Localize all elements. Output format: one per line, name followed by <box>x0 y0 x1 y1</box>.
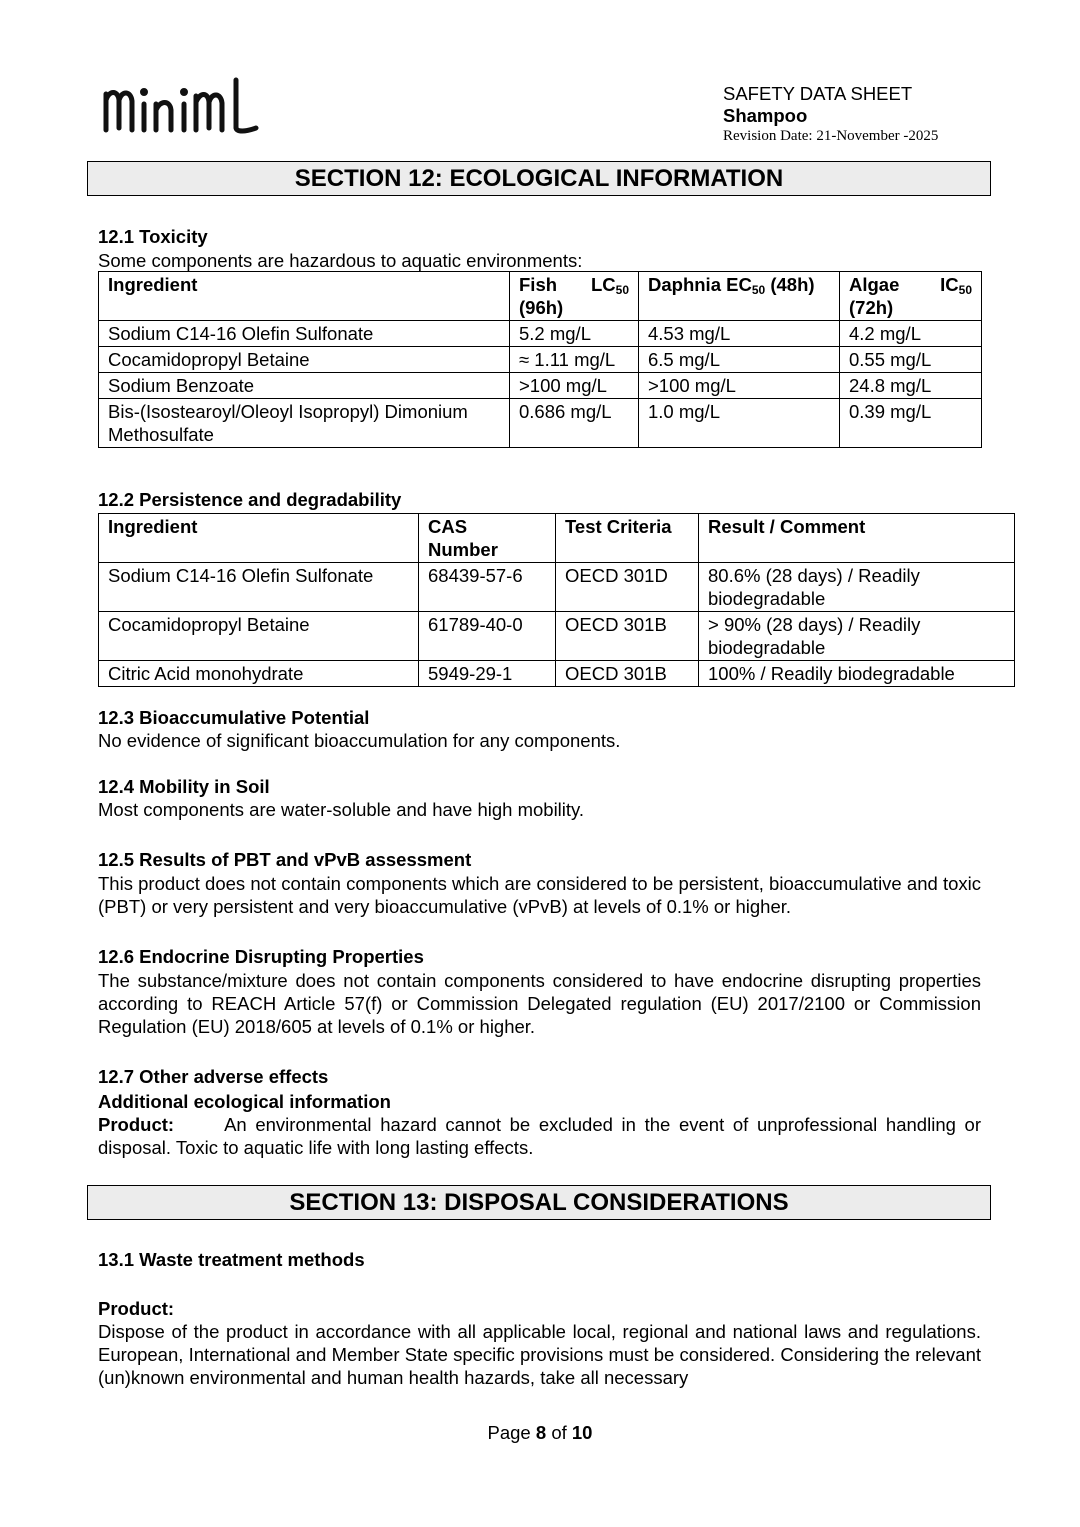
page-total: 10 <box>571 1422 593 1443</box>
doc-type: SAFETY DATA SHEET <box>723 83 913 104</box>
col-result: Result / Comment <box>699 514 1015 563</box>
algae-cell: 0.55 mg/L <box>840 347 982 373</box>
of-word: of <box>551 1422 567 1443</box>
ingredient-cell: Sodium C14-16 Olefin Sulfonate <box>99 321 510 347</box>
miniml-logo <box>100 70 280 150</box>
table-row <box>99 612 1015 661</box>
col-cas <box>419 514 556 563</box>
cas-cell: 68439-57-6 <box>419 563 556 612</box>
result-line-1: 80.6% (28 days) / Readily <box>708 565 920 586</box>
pbt-heading: 12.5 Results of PBT and vPvB assessment <box>98 849 472 870</box>
page-number: 8 <box>535 1422 547 1443</box>
ingredient-cell: Citric Acid monohydrate <box>99 661 419 687</box>
toxicity-intro: Some components are hazardous to aquatic environments: <box>98 250 583 271</box>
section-13-title: SECTION 13: DISPOSAL CONSIDERATIONS <box>87 1185 991 1220</box>
cas-label-2: Number <box>428 539 498 560</box>
fish-cell: 0.686 mg/L <box>510 399 639 448</box>
waste-treatment-heading: 13.1 Waste treatment methods <box>98 1249 365 1270</box>
persistence-heading: 12.2 Persistence and degradability <box>98 489 402 510</box>
table-row <box>99 373 982 399</box>
table-row <box>99 321 982 347</box>
fish-duration: (96h) <box>519 297 564 318</box>
ingredient-cell: Cocamidopropyl Betaine <box>99 347 510 373</box>
algae-cell: 24.8 mg/L <box>840 373 982 399</box>
col-ingredient: Ingredient <box>99 272 510 321</box>
product-label: Product: <box>98 1114 175 1135</box>
disposal-text: Dispose of the product in accordance with all applicable local, regional and national laws and regulations. European, International and Member State specific provisions must be considered. Considering the relevant (un)known environmental and human health hazards, take all necessary <box>98 1321 981 1388</box>
criteria-cell: OECD 301B <box>556 612 699 661</box>
result-cell <box>699 563 1015 612</box>
persistence-table <box>98 513 1015 687</box>
fish-sub: 50 <box>615 283 629 297</box>
daphnia-cell: 4.53 mg/L <box>639 321 840 347</box>
product-name: Shampoo <box>723 105 808 126</box>
result-line-2: biodegradable <box>708 637 826 658</box>
additional-info-heading: Additional ecological information <box>98 1091 391 1112</box>
endocrine-text: The substance/mixture does not contain components considered to have endocrine disrupting properties according to REACH Article 57(f) or Commission Delegated regulation (EU) 2017/2100 or Commission Regulation (EU) 2018/605 at levels of 0.1% or higher. <box>98 970 981 1037</box>
col-algae <box>840 272 982 321</box>
fish-cell: ≈ 1.11 mg/L <box>510 347 639 373</box>
algae-cell: 4.2 mg/L <box>840 321 982 347</box>
ingredient-cell: Cocamidopropyl Betaine <box>99 612 419 661</box>
other-effects-text: An environmental hazard cannot be excluded in the event of unprofessional handling or disposal. Toxic to aquatic life with long lasting effects. <box>98 1114 981 1158</box>
toxicity-table <box>98 271 982 448</box>
algae-duration: (72h) <box>849 297 894 318</box>
section-12-title: SECTION 12: ECOLOGICAL INFORMATION <box>87 161 991 196</box>
algae-sub: 50 <box>958 283 972 297</box>
result-cell <box>699 612 1015 661</box>
criteria-cell: OECD 301D <box>556 563 699 612</box>
disposal-product-label: Product: <box>98 1298 175 1319</box>
mobility-heading: 12.4 Mobility in Soil <box>98 776 270 797</box>
result-line-1: > 90% (28 days) / Readily <box>708 614 921 635</box>
cas-label: CAS <box>428 516 468 537</box>
ingredient-line-2: Methosulfate <box>108 424 214 445</box>
document-header <box>723 83 938 145</box>
daphnia-sub: 50 <box>751 283 766 297</box>
cas-cell: 5949-29-1 <box>419 661 556 687</box>
table-row <box>99 563 1015 612</box>
fish-cell: >100 mg/L <box>510 373 639 399</box>
ingredient-line-1: Bis-(Isostearoyl/Oleoyl Isopropyl) Dimonium <box>108 401 468 422</box>
result-line-2: biodegradable <box>708 588 826 609</box>
daphnia-duration: (48h) <box>765 274 815 295</box>
page-word: Page <box>487 1422 531 1443</box>
col-criteria: Test Criteria <box>556 514 699 563</box>
table-row <box>99 347 982 373</box>
ingredient-cell <box>99 399 510 448</box>
bioaccumulative-text: No evidence of significant bioaccumulation for any components. <box>98 730 621 751</box>
daphnia-cell: 6.5 mg/L <box>639 347 840 373</box>
page-footer <box>0 1422 1080 1444</box>
daphnia-cell: 1.0 mg/L <box>639 399 840 448</box>
result-cell: 100% / Readily biodegradable <box>699 661 1015 687</box>
bioaccumulative-heading: 12.3 Bioaccumulative Potential <box>98 707 370 728</box>
algae-cell: 0.39 mg/L <box>840 399 982 448</box>
col-fish <box>510 272 639 321</box>
algae-ic: IC <box>940 274 959 295</box>
mobility-text: Most components are water-soluble and have high mobility. <box>98 799 585 820</box>
col-ingredient: Ingredient <box>99 514 419 563</box>
table-header-row <box>99 272 982 321</box>
table-row <box>99 399 982 448</box>
other-effects-heading: 12.7 Other adverse effects <box>98 1066 329 1087</box>
revision-date: Revision Date: 21-November -2025 <box>723 128 939 144</box>
endocrine-heading: 12.6 Endocrine Disrupting Properties <box>98 946 424 967</box>
daphnia-label: Daphnia EC <box>648 274 752 295</box>
criteria-cell: OECD 301B <box>556 661 699 687</box>
cas-cell: 61789-40-0 <box>419 612 556 661</box>
ingredient-cell: Sodium C14-16 Olefin Sulfonate <box>99 563 419 612</box>
fish-cell: 5.2 mg/L <box>510 321 639 347</box>
table-header-row <box>99 514 1015 563</box>
algae-label: Algae <box>849 274 900 295</box>
ingredient-cell: Sodium Benzoate <box>99 373 510 399</box>
col-daphnia <box>639 272 840 321</box>
table-row <box>99 661 1015 687</box>
pbt-text: This product does not contain components which are considered to be persistent, bioaccumulative and toxic (PBT) or very persistent and very bioaccumulative (vPvB) at levels of 0.1% or higher. <box>98 873 981 917</box>
fish-label: Fish <box>519 274 558 295</box>
daphnia-cell: >100 mg/L <box>639 373 840 399</box>
toxicity-heading: 12.1 Toxicity <box>98 226 208 247</box>
fish-lc: LC <box>590 274 616 295</box>
other-effects-paragraph <box>98 1113 981 1159</box>
